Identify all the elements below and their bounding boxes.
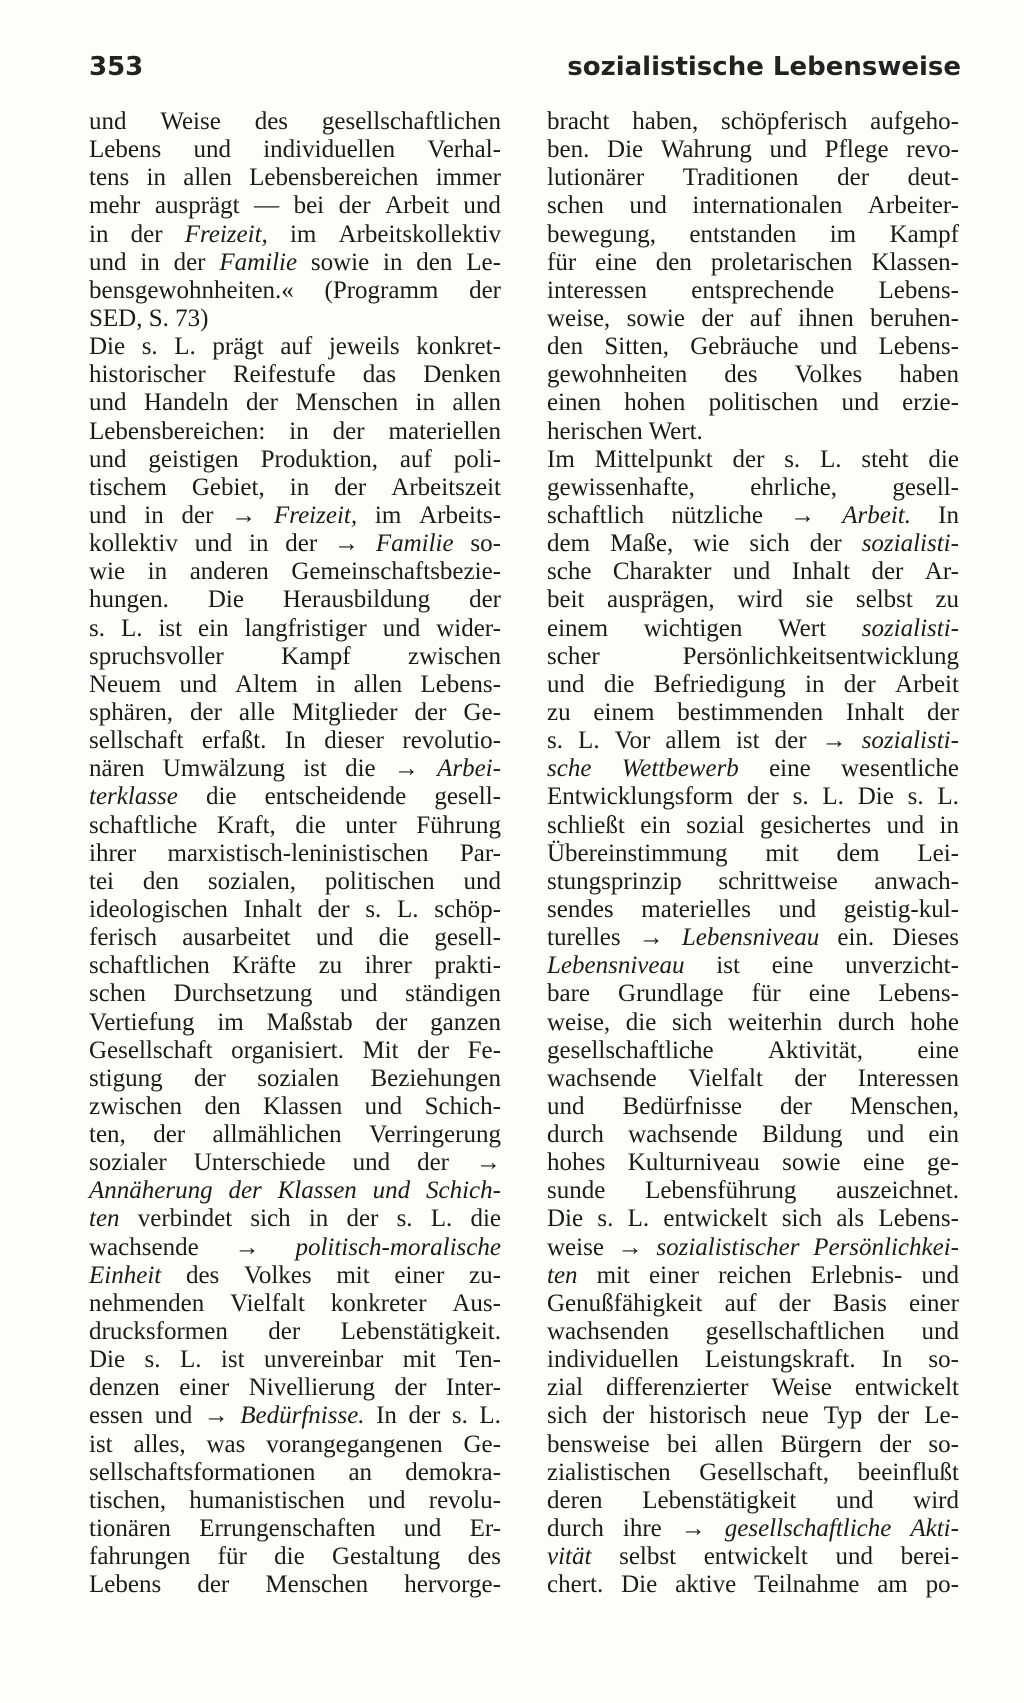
text-line: essen und → Bedürfnisse. In der s. L. bbox=[89, 1402, 501, 1430]
text-line: Lebens der Menschen hervorge- bbox=[89, 1571, 501, 1599]
text-line: vität selbst entwickelt und berei- bbox=[547, 1543, 959, 1571]
text-line: gewohnheiten des Volkes haben bbox=[547, 361, 959, 389]
text-line: Die s. L. ist unvereinbar mit Ten- bbox=[89, 1346, 501, 1374]
text-line: herischen Wert. bbox=[547, 417, 703, 445]
text-line: bracht haben, schöpferisch aufgeho- bbox=[547, 108, 959, 135]
text-line: scher Persönlichkeitsentwicklung bbox=[547, 642, 959, 670]
text-line: beit ausprägen, wird sie selbst zu bbox=[547, 586, 959, 614]
text-line: ideologischen Inhalt der s. L. schöp- bbox=[89, 895, 501, 923]
text-line: ist alles, was vorangegangenen Ge- bbox=[89, 1430, 501, 1458]
text-line: turelles → Lebensniveau ein. Dieses bbox=[547, 924, 959, 952]
text-line: gesellschaftliche Aktivität, eine bbox=[547, 1036, 959, 1064]
text-line: Lebensbereichen: in der materiellen bbox=[89, 417, 501, 445]
text-line: Vertiefung im Maßstab der ganzen bbox=[89, 1008, 501, 1036]
text-line: und Handeln der Menschen in allen bbox=[89, 389, 501, 417]
text-line: hungen. Die Herausbildung der bbox=[89, 586, 501, 614]
text-line: Gesellschaft organisiert. Mit der Fe- bbox=[89, 1036, 501, 1064]
text-line: ihrer marxistisch-leninistischen Par- bbox=[89, 839, 501, 867]
text-line: ten mit einer reichen Erlebnis- und bbox=[547, 1261, 959, 1289]
text-line: weise, sowie der auf ihnen beruhen- bbox=[547, 304, 959, 332]
text-line: spruchsvoller Kampf zwischen bbox=[89, 642, 501, 670]
text-line: sphären, der alle Mitglieder der Ge- bbox=[89, 698, 501, 726]
text-line: und die Befriedigung in der Arbeit bbox=[547, 670, 959, 698]
text-line: einen hohen politischen und erzie- bbox=[547, 389, 959, 417]
text-line: und in der Familie sowie in den Le- bbox=[89, 248, 501, 276]
text-line: Entwicklungsform der s. L. Die s. L. bbox=[547, 783, 959, 811]
text-line: den Sitten, Gebräuche und Lebens- bbox=[547, 333, 959, 361]
text-line: einem wichtigen Wert sozialisti- bbox=[547, 614, 959, 642]
text-line: Lebens und individuellen Verhal- bbox=[89, 136, 501, 164]
text-line: tei den sozialen, politischen und bbox=[89, 867, 501, 895]
text-line: durch ihre → gesellschaftliche Akti- bbox=[547, 1515, 959, 1543]
text-line: schaftliche Kraft, die unter Führung bbox=[89, 811, 501, 839]
text-line: wachsenden gesellschaftlichen und bbox=[547, 1318, 959, 1346]
text-line: lutionärer Traditionen der deut- bbox=[547, 164, 959, 192]
text-line: s. L. Vor allem ist der → sozialisti- bbox=[547, 727, 959, 755]
text-line: hohes Kulturniveau sowie eine ge- bbox=[547, 1149, 959, 1177]
text-line: und in der → Freizeit, im Arbeits- bbox=[89, 501, 501, 529]
text-line: zwischen den Klassen und Schich- bbox=[89, 1092, 501, 1120]
text-line: sche Charakter und Inhalt der Ar- bbox=[547, 558, 959, 586]
text-line: zu einem bestimmenden Inhalt der bbox=[547, 698, 959, 726]
text-line: tens in allen Lebensbereichen immer bbox=[89, 164, 501, 192]
text-line: kollektiv und in der → Familie so- bbox=[89, 530, 501, 558]
page-number: 353 bbox=[89, 52, 144, 82]
text-line: drucksformen der Lebenstätigkeit. bbox=[89, 1318, 501, 1346]
text-line: sche Wettbewerb eine wesentliche bbox=[547, 755, 959, 783]
text-line: sellschaftsformationen an demokra- bbox=[89, 1458, 501, 1486]
text-line: tischem Gebiet, in der Arbeitszeit bbox=[89, 473, 501, 501]
text-line: denzen einer Nivellierung der Inter- bbox=[89, 1374, 501, 1402]
text-line: sellschaft erfaßt. In dieser revolutio- bbox=[89, 727, 501, 755]
text-line: bewegung, entstanden im Kampf bbox=[547, 220, 959, 248]
text-line: ten, der allmählichen Verringerung bbox=[89, 1121, 501, 1149]
text-line: mehr ausprägt — bei der Arbeit und bbox=[89, 192, 501, 220]
text-line: Im Mittelpunkt der s. L. steht die bbox=[547, 445, 959, 473]
text-line: stungsprinzip schrittweise anwach- bbox=[547, 867, 959, 895]
text-line: und geistigen Produktion, auf poli- bbox=[89, 445, 501, 473]
text-line: durch wachsende Bildung und ein bbox=[547, 1121, 959, 1149]
text-line: weise → sozialistischer Persönlichkei- bbox=[547, 1233, 959, 1261]
text-line: sozialer Unterschiede und der → bbox=[89, 1149, 501, 1177]
text-line: deren Lebenstätigkeit und wird bbox=[547, 1486, 959, 1514]
text-line: sich der historisch neue Typ der Le- bbox=[547, 1402, 959, 1430]
text-line: gewissenhafte, ehrliche, gesell- bbox=[547, 473, 959, 501]
text-line: stigung der sozialen Beziehungen bbox=[89, 1064, 501, 1092]
text-line: schaftlichen Kräfte zu ihrer prakti- bbox=[89, 952, 501, 980]
text-line: bensgewohnheiten.« (Programm der bbox=[89, 276, 501, 304]
text-line: s. L. ist ein langfristiger und wider- bbox=[89, 614, 501, 642]
text-line: tionären Errungenschaften und Er- bbox=[89, 1515, 501, 1543]
text-line: SED, S. 73) bbox=[89, 304, 209, 332]
text-line: sendes materielles und geistig-kul- bbox=[547, 895, 959, 923]
text-line: in der Freizeit, im Arbeitskollektiv bbox=[89, 220, 501, 248]
text-line: fahrungen für die Gestaltung des bbox=[89, 1543, 501, 1571]
running-head-keyword: sozialistische Lebensweise bbox=[567, 52, 961, 82]
text-line: Die s. L. entwickelt sich als Lebens- bbox=[547, 1205, 959, 1233]
text-line: bare Grundlage für eine Lebens- bbox=[547, 980, 959, 1008]
text-line: schen Durchsetzung und ständigen bbox=[89, 980, 501, 1008]
text-line: zial differenzierter Weise entwickelt bbox=[547, 1374, 959, 1402]
text-line: Einheit des Volkes mit einer zu- bbox=[89, 1261, 501, 1289]
text-line: historischer Reifestufe das Denken bbox=[89, 361, 501, 389]
text-line: Neuem und Altem in allen Lebens- bbox=[89, 670, 501, 698]
text-line: dem Maße, wie sich der sozialisti- bbox=[547, 530, 959, 558]
text-line: terklasse die entscheidende gesell- bbox=[89, 783, 501, 811]
text-line: wachsende → politisch-moralische bbox=[89, 1233, 501, 1261]
text-line: tischen, humanistischen und revolu- bbox=[89, 1486, 501, 1514]
page-header bbox=[89, 52, 961, 92]
text-line: Die s. L. prägt auf jeweils konkret- bbox=[89, 333, 501, 361]
text-line: ferisch ausarbeitet und die gesell- bbox=[89, 924, 501, 952]
text-line: nären Umwälzung ist die → Arbei- bbox=[89, 755, 501, 783]
text-line: sunde Lebensführung auszeichnet. bbox=[547, 1177, 959, 1205]
text-line: bensweise bei allen Bürgern der so- bbox=[547, 1430, 959, 1458]
text-line: Lebensniveau ist eine unverzicht- bbox=[547, 952, 959, 980]
text-column-right bbox=[547, 108, 959, 1599]
text-line: für eine den proletarischen Klassen- bbox=[547, 248, 959, 276]
text-column-left bbox=[89, 108, 501, 1599]
text-line: und Weise des gesellschaftlichen bbox=[89, 108, 501, 135]
text-line: Annäherung der Klassen und Schich- bbox=[89, 1177, 501, 1205]
text-line: wachsende Vielfalt der Interessen bbox=[547, 1064, 959, 1092]
text-line: schließt ein sozial gesichertes und in bbox=[547, 811, 959, 839]
text-line: und Bedürfnisse der Menschen, bbox=[547, 1092, 959, 1120]
text-line: zialistischen Gesellschaft, beeinflußt bbox=[547, 1458, 959, 1486]
text-line: schaftlich nützliche → Arbeit. In bbox=[547, 501, 959, 529]
text-line: Genußfähigkeit auf der Basis einer bbox=[547, 1289, 959, 1317]
text-line: ben. Die Wahrung und Pflege revo- bbox=[547, 136, 959, 164]
text-line: chert. Die aktive Teilnahme am po- bbox=[547, 1571, 959, 1599]
text-line: individuellen Leistungskraft. In so- bbox=[547, 1346, 959, 1374]
text-line: nehmenden Vielfalt konkreter Aus- bbox=[89, 1289, 501, 1317]
text-line: interessen entsprechende Lebens- bbox=[547, 276, 959, 304]
text-line: ten verbindet sich in der s. L. die bbox=[89, 1205, 501, 1233]
text-line: Übereinstimmung mit dem Lei- bbox=[547, 839, 959, 867]
text-line: weise, die sich weiterhin durch hohe bbox=[547, 1008, 959, 1036]
text-line: wie in anderen Gemeinschaftsbezie- bbox=[89, 558, 501, 586]
text-line: schen und internationalen Arbeiter- bbox=[547, 192, 959, 220]
